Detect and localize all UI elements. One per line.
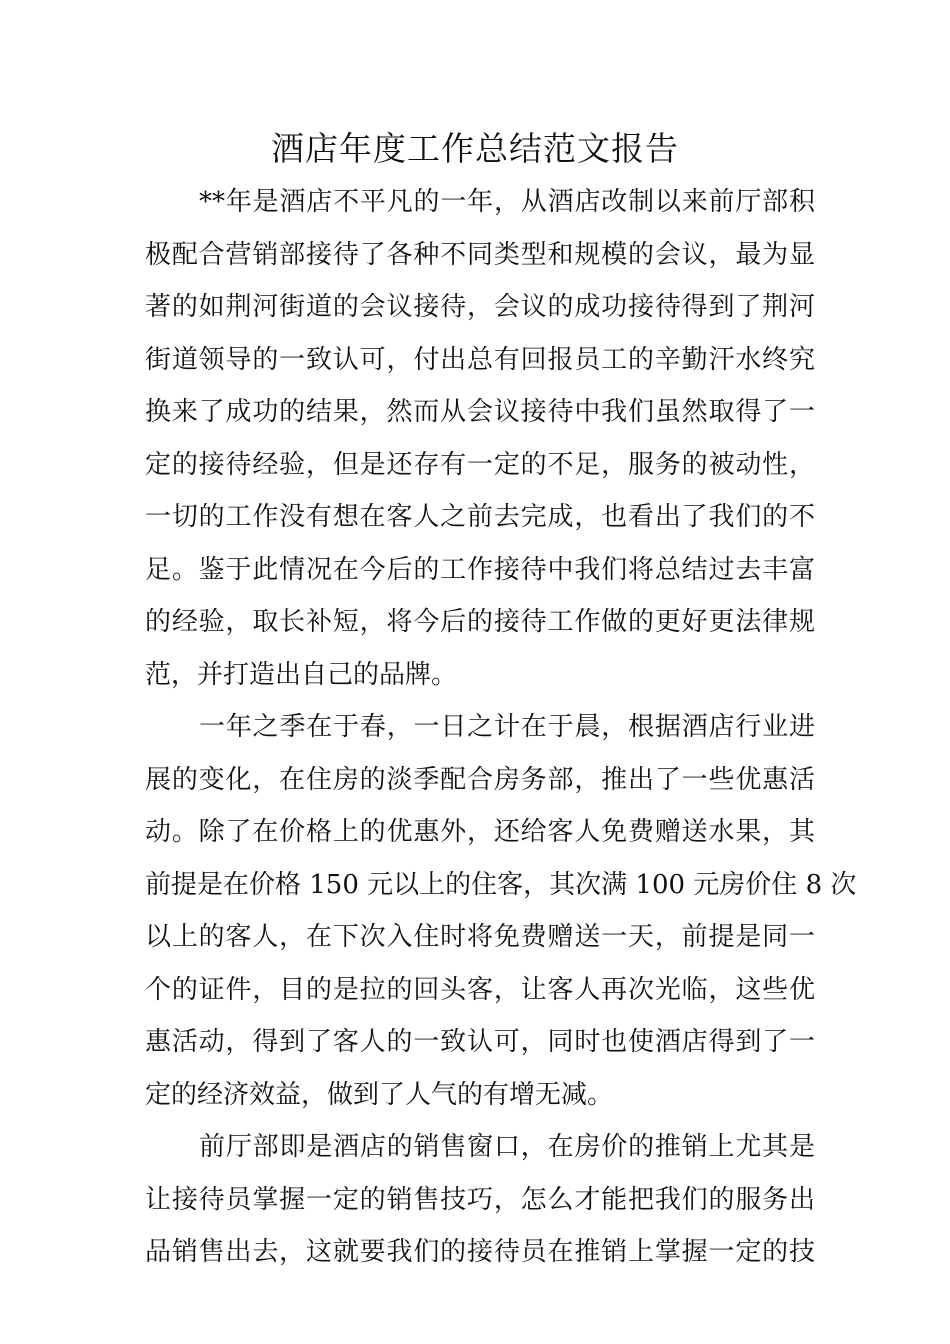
paragraph-1-line-9: 的经验，取长补短，将今后的接待工作做的更好更法律规	[145, 607, 815, 637]
paragraph-3-line-1: 前厅部即是酒店的销售窗口，在房价的推销上尤其是	[199, 1132, 815, 1162]
paragraph-2-line-1: 一年之季在于春，一日之计在于晨，根据酒店行业进	[199, 712, 815, 742]
paragraph-2-line-5: 以上的客人，在下次入住时将免费赠送一天，前提是同一	[145, 922, 815, 952]
paragraph-2-line-6: 个的证件，目的是拉的回头客，让客人再次光临，这些优	[145, 974, 815, 1005]
paragraph-1-line-8: 足。鉴于此情况在今后的工作接待中我们将总结过去丰富	[145, 554, 815, 585]
paragraph-1-line-4: 街道领导的一致认可，付出总有回报员工的辛勤汗水终究	[145, 344, 815, 375]
paragraph-1-line-5: 换来了成功的结果，然而从会议接待中我们虽然取得了一	[145, 397, 815, 427]
paragraph-2-line-3: 动。除了在价格上的优惠外，还给客人免费赠送水果，其	[145, 817, 815, 847]
paragraph-2-line-2: 展的变化，在住房的淡季配合房务部，推出了一些优惠活	[145, 764, 815, 795]
paragraph-3-line-3: 品销售出去，这就要我们的接待员在推销上掌握一定的技	[145, 1237, 815, 1267]
paragraph-3-line-2: 让接待员掌握一定的销售技巧，怎么才能把我们的服务出	[145, 1184, 815, 1215]
document-title: 酒店年度工作总结范文报告	[271, 129, 679, 168]
paragraph-2-line-4: 前提是在价格 150 元以上的住客，其次满 100 元房价住 8 次	[145, 869, 857, 900]
paragraph-2-line-8: 定的经济效益，做到了人气的有增无减。	[145, 1079, 614, 1110]
paragraph-2-line-7: 惠活动，得到了客人的一致认可，同时也使酒店得到了一	[145, 1027, 815, 1057]
paragraph-1-line-2: 极配合营销部接待了各种不同类型和规模的会议，最为显	[145, 239, 815, 270]
paragraph-1-line-1: **年是酒店不平凡的一年，从酒店改制以来前厅部积	[199, 187, 815, 217]
paragraph-1-line-10: 范，并打造出自己的品牌。	[145, 659, 458, 690]
paragraph-1-line-7: 一切的工作没有想在客人之前去完成，也看出了我们的不	[145, 502, 815, 532]
paragraph-1-line-3: 著的如荆河街道的会议接待，会议的成功接待得到了荆河	[145, 292, 815, 322]
document-body	[145, 176, 857, 1279]
paragraph-1-line-6: 定的接待经验，但是还存有一定的不足，服务的被动性，	[145, 449, 815, 480]
